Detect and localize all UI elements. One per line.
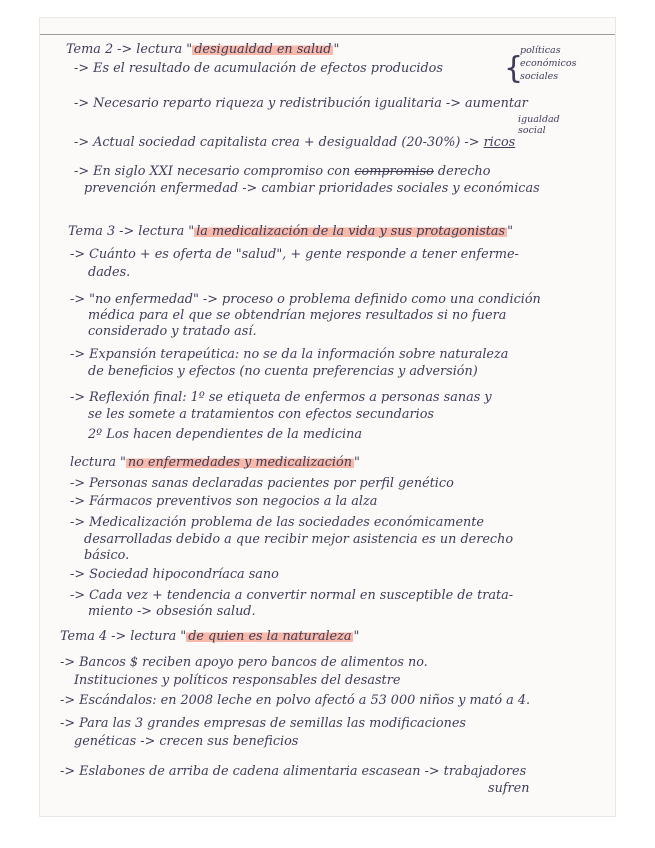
tema3-line-4: médica para el que se obtendrían mejores resultados si no fuera <box>88 308 507 323</box>
lectura-line-4: desarrolladas debido a que recibir mejor asistencia es un derecho <box>84 532 514 547</box>
tema2-line-4 <box>74 164 491 180</box>
lectura-line-6: -> Sociedad hipocondríaca sano <box>70 567 279 582</box>
tema2-line-1: -> Es el resultado de acumulación de efectos producidos <box>74 61 443 76</box>
tema2-line-4-text: -> En siglo XXI necesario compromiso con <box>74 164 355 179</box>
lectura-heading-title: no enfermedades y medicalización <box>127 455 352 470</box>
notebook-page <box>40 18 615 816</box>
tema2-branch-2: económicos <box>520 58 577 69</box>
tema3-line-3: -> "no enfermedad" -> proceso o problema definido como una condición <box>70 292 541 307</box>
lectura-heading <box>70 455 360 471</box>
lectura-line-2: -> Fármacos preventivos son negocios a la alza <box>70 494 378 509</box>
tema2-line-3 <box>74 135 515 151</box>
lectura-line-7: -> Cada vez + tendencia a convertir normal en susceptible de trata- <box>70 588 514 603</box>
lectura-line-5: básico. <box>84 548 130 563</box>
tema2-branch-3: sociales <box>520 71 559 82</box>
tema2-heading-prefix: Tema 2 -> lectura " <box>66 42 193 57</box>
tema2-branch-1: políticas <box>520 45 561 56</box>
tema3-line-9: se les somete a tratamientos con efectos secundarios <box>88 407 434 422</box>
tema3-line-2: dades. <box>88 265 131 280</box>
tema3-heading <box>68 224 513 240</box>
tema4-heading-suffix: " <box>353 629 360 644</box>
tema4-line-7: sufren <box>488 781 530 796</box>
tema3-line-1: -> Cuánto + es oferta de "salud", + gente responde a tener enferme- <box>70 247 519 262</box>
tema2-line-4-struck: compromiso <box>354 164 434 179</box>
tema4-heading-prefix: Tema 4 -> lectura " <box>60 629 187 644</box>
tema4-heading <box>60 629 359 645</box>
tema2-heading <box>66 42 339 58</box>
tema3-line-5: considerado y tratado así. <box>88 324 257 339</box>
lectura-line-3: -> Medicalización problema de las sociedades económicamente <box>70 515 484 530</box>
tema4-line-4: -> Para las 3 grandes empresas de semillas las modificaciones <box>60 716 466 731</box>
tema2-heading-title: desigualdad en salud <box>194 42 332 57</box>
tema4-line-1: -> Bancos $ reciben apoyo pero bancos de alimentos no. <box>60 655 428 670</box>
tema3-line-6: -> Expansión terapeútica: no se da la información sobre naturaleza <box>70 347 509 362</box>
tema2-line-3-ricos: ricos <box>483 135 516 150</box>
tema4-line-3: -> Escándalos: en 2008 leche en polvo afectó a 53 000 niños y mató a 4. <box>60 693 531 708</box>
tema3-line-7: de beneficios y efectos (no cuenta preferencias y adversión) <box>88 364 478 379</box>
top-ruled-line <box>40 34 615 35</box>
tema4-line-2: Instituciones y políticos responsables del desastre <box>74 673 401 688</box>
tema4-line-5: genéticas -> crecen sus beneficios <box>74 734 299 749</box>
tema2-heading-suffix: " <box>333 42 340 57</box>
tema3-line-8: -> Reflexión final: 1º se etiqueta de enfermos a personas sanas y <box>70 390 492 405</box>
tema2-line-4-end: derecho <box>433 164 491 179</box>
tema3-heading-suffix: " <box>507 224 513 239</box>
brace-symbol: { <box>504 51 524 86</box>
tema2-line-3-text: -> Actual sociedad capitalista crea + desigualdad (20-30%) -> <box>74 135 484 150</box>
tema2-line-2c: social <box>518 125 546 136</box>
tema3-heading-prefix: Tema 3 -> lectura " <box>68 224 195 239</box>
tema2-line-2b: igualdad <box>518 114 560 125</box>
lectura-line-1: -> Personas sanas declaradas pacientes por perfil genético <box>70 476 454 491</box>
lectura-heading-prefix: lectura " <box>70 455 126 470</box>
tema3-heading-title: la medicalización de la vida y sus protagonistas <box>196 224 506 239</box>
lectura-line-8: miento -> obsesión salud. <box>88 604 256 619</box>
tema4-line-6: -> Eslabones de arriba de cadena alimentaria escasean -> trabajadores <box>60 764 527 779</box>
tema2-line-2: -> Necesario reparto riqueza y redistribución igualitaria -> aumentar <box>74 96 528 111</box>
tema2-line-5: prevención enfermedad -> cambiar prioridades sociales y económicas <box>84 181 540 196</box>
tema4-heading-title: de quien es la naturaleza <box>188 629 352 644</box>
lectura-heading-suffix: " <box>353 455 360 470</box>
tema3-line-10: 2º Los hacen dependientes de la medicina <box>88 427 362 442</box>
